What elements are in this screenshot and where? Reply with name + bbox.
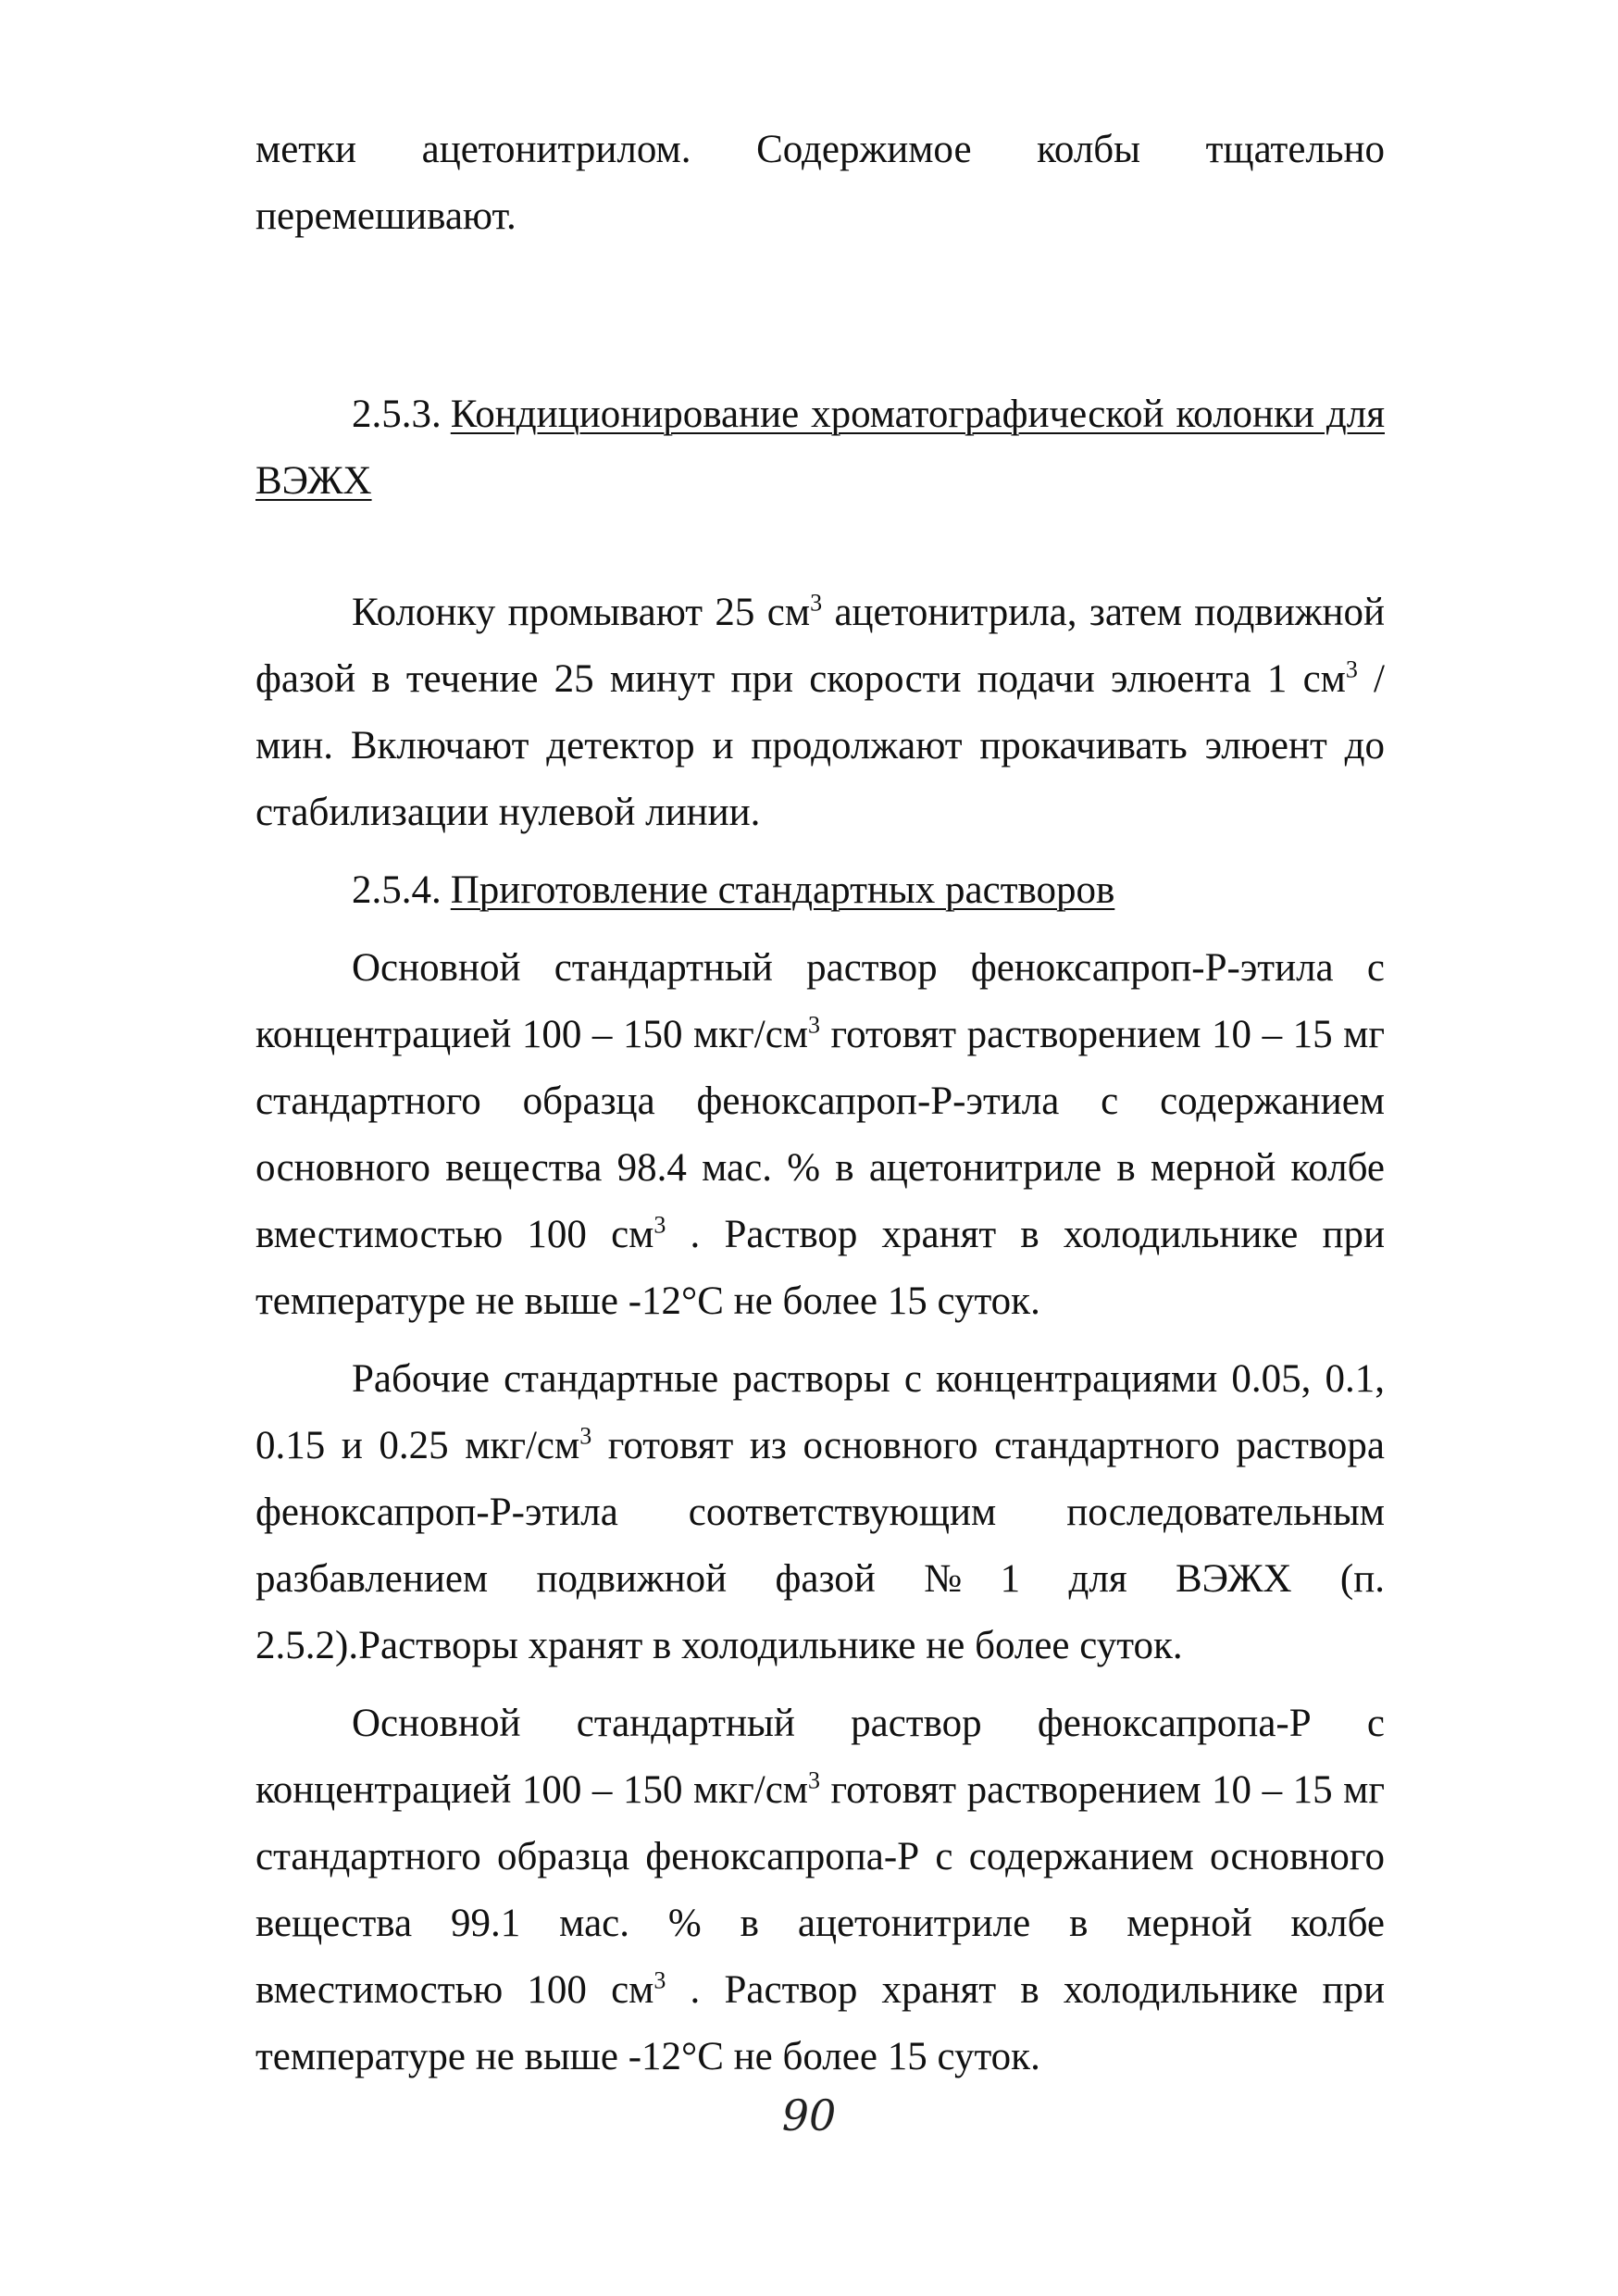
section-2-5-3-number: 2.5.3.	[352, 393, 442, 436]
section-2-5-4-title: Приготовление стандартных растворов	[450, 868, 1115, 912]
column-text-part-1: Колонку промывают 25 см	[352, 591, 811, 634]
stock2-text-part-1: Основной стандартный раствор феноксапропа-Р с концентрацией 100 – 150 мкг/см	[255, 1702, 1385, 1812]
superscript-3: 3	[1345, 655, 1358, 683]
superscript-3: 3	[653, 1966, 666, 1994]
stock2-text-part-2: готовят растворением 10 – 15 мг стандартного образца феноксапропа-Р с содержанием основного вещества 99.1 мас. % в ацетонитриле в мерной колбе вместимостью 100 см	[255, 1768, 1385, 2012]
superscript-3: 3	[810, 589, 823, 617]
superscript-3: 3	[808, 1766, 820, 1794]
section-2-5-3-heading	[255, 381, 1385, 515]
stock1-text-part-2: готовят растворением 10 – 15 мг стандартного образца феноксапроп-Р-этила с содержанием основного вещества 98.4 мас. % в ацетонитриле в мерной колбе вместимостью 100 см	[255, 1013, 1385, 1256]
stock-solution-paragraph-1	[255, 935, 1385, 1335]
section-2-5-4-number: 2.5.4.	[352, 868, 442, 912]
stock2-text-part-3: . Раствор хранят в холодильнике при температуре не выше -12°С не более 15 суток.	[255, 1968, 1385, 2078]
section-2-5-4-heading	[255, 857, 1385, 924]
working-text-part-2: готовят из основного стандартного раствора феноксапроп-Р-этила соответствующим последовательным разбавлением подвижной фазой №1 для ВЭЖХ (п. 2.5.2).Растворы хранят в холодильнике не более суток.	[255, 1424, 1385, 1667]
working-text-part-1: Рабочие стандартные растворы с концентрациями 0.05, 0.1, 0.15 и 0.25 мкг/см	[255, 1357, 1385, 1467]
stock1-text-part-3: . Раствор хранят в холодильнике при температуре не выше -12°С не более 15 суток.	[255, 1213, 1385, 1323]
intro-paragraph: метки ацетонитрилом. Содержимое колбы тщательно перемешивают.	[255, 128, 1385, 238]
page-number: 90	[781, 2090, 837, 2140]
section-2-5-3-title: Кондиционирование хроматографической колонки для ВЭЖХ	[255, 393, 1385, 503]
superscript-3: 3	[808, 1011, 820, 1039]
column-text-part-2: ацетонитрила, затем подвижной фазой в течение 25 минут при скорости подачи элюента 1 см	[255, 591, 1385, 701]
page-body	[255, 117, 1385, 2090]
stock1-text-part-1: Основной стандартный раствор феноксапроп-Р-этила с концентрацией 100 – 150 мкг/см	[255, 946, 1385, 1056]
column-conditioning-paragraph	[255, 580, 1385, 846]
stock-solution-paragraph-2	[255, 1691, 1385, 2090]
superscript-3: 3	[579, 1422, 592, 1450]
working-solutions-paragraph	[255, 1346, 1385, 1679]
superscript-3: 3	[653, 1211, 666, 1239]
column-text-part-3: / мин. Включают детектор и продолжают прокачивать элюент до стабилизации нулевой линии.	[255, 657, 1385, 834]
